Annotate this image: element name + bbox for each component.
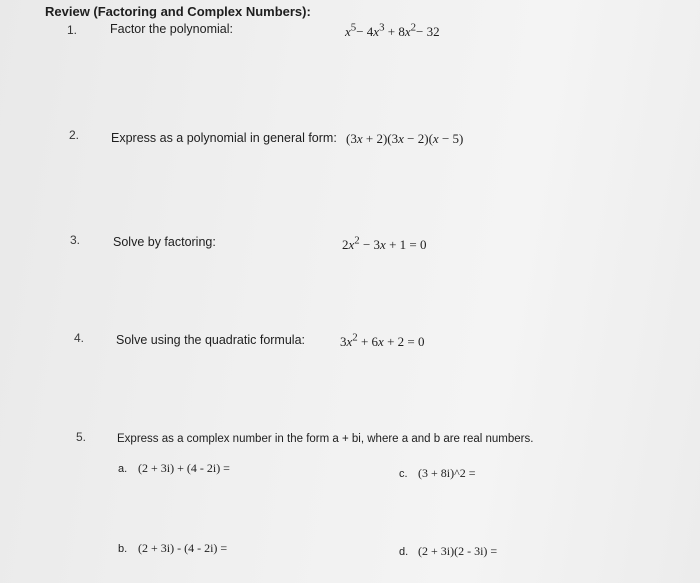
problem-3-number: 3. xyxy=(70,233,81,247)
problem-5-number: 5. xyxy=(76,430,87,444)
problem-2-number: 2. xyxy=(69,128,80,142)
problem-2-expr-render: (3x + 2)(3x − 2)(x − 5) xyxy=(346,131,464,146)
problem-3-label: Solve by factoring: xyxy=(113,235,216,249)
problem-1-label: Factor the polynomial: xyxy=(110,22,233,36)
subpart-b-expression: (2 + 3i) - (4 - 2i) = xyxy=(138,541,228,555)
problem-5-label: Express as a complex number in the form a + bi, where a and b are real numbers. xyxy=(117,433,534,445)
subpart-a-letter: a. xyxy=(118,463,128,475)
problem-3-expr-render: $2x^2 - 3x + 1 = 0$ xyxy=(342,235,427,253)
subpart-b-letter: b. xyxy=(118,543,128,555)
problem-4-expr-render: $3x^2 + 6x + 2 = 0$ xyxy=(340,332,425,350)
problem-1-expr-render: $x^5- 4x^3 + 8x^2- 32$ xyxy=(345,22,440,40)
subpart-d-expression: (2 + 3i)(2 - 3i) = xyxy=(418,544,498,558)
problem-2-expression xyxy=(346,131,463,147)
problem-4-label: Solve using the quadratic formula: xyxy=(116,333,305,347)
subpart-c-expression: (3 + 8i)^2 = xyxy=(418,466,476,480)
problem-4-expression xyxy=(340,332,425,350)
page-title: Review (Factoring and Complex Numbers): xyxy=(45,4,311,19)
subpart-a-expression: (2 + 3i) + (4 - 2i) = xyxy=(138,461,230,475)
problem-2-label: Express as a polynomial in general form: xyxy=(111,131,337,145)
problem-4-number: 4. xyxy=(74,331,85,345)
subpart-d-letter: d. xyxy=(399,546,409,558)
problem-1-number: 1. xyxy=(67,23,78,37)
problem-3-expression xyxy=(342,235,427,253)
problem-1-expression xyxy=(345,22,440,40)
subpart-c-letter: c. xyxy=(399,468,408,480)
